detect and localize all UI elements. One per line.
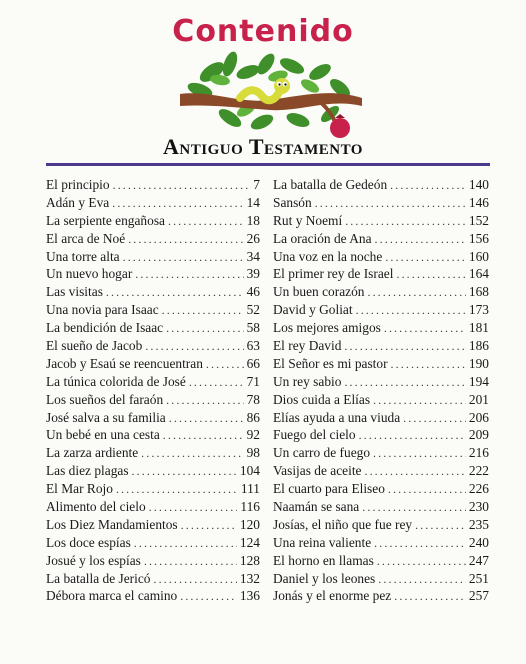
entry-title: Daniel y los leones xyxy=(273,570,376,586)
dot-leader xyxy=(391,356,466,373)
dot-leader xyxy=(373,445,466,462)
entry-title: El primer rey de Israel xyxy=(273,266,394,282)
entry-page: 18 xyxy=(246,212,260,228)
entry-title: Débora marca el camino xyxy=(46,588,178,604)
entry-page: 111 xyxy=(240,481,260,497)
entry-page: 160 xyxy=(468,248,489,264)
dot-leader xyxy=(166,392,243,409)
entry-title: Las diez plagas xyxy=(46,463,129,479)
section-heading: Antiguo Testamento xyxy=(163,134,363,159)
dot-leader xyxy=(162,302,244,319)
toc-entry xyxy=(273,337,489,355)
entry-title: Una novia para Isaac xyxy=(46,302,159,318)
dot-leader xyxy=(390,177,466,194)
toc-entry xyxy=(273,444,489,462)
entry-page: 209 xyxy=(468,427,489,443)
entry-title: Las visitas xyxy=(46,284,103,300)
toc-entry xyxy=(46,587,260,605)
toc-entry xyxy=(46,426,260,444)
entry-page: 216 xyxy=(468,445,489,461)
toc-entry xyxy=(273,391,489,409)
toc-entry xyxy=(46,391,260,409)
entry-page: 26 xyxy=(246,230,260,246)
entry-title: Josué y los espías xyxy=(46,552,141,568)
dot-leader xyxy=(415,517,466,534)
entry-page: 52 xyxy=(246,302,260,318)
dot-leader xyxy=(168,213,244,230)
entry-page: 226 xyxy=(468,481,489,497)
toc-entry xyxy=(273,212,489,230)
entry-page: 156 xyxy=(468,230,489,246)
dot-leader xyxy=(106,284,244,301)
entry-page: 14 xyxy=(246,194,260,210)
dot-leader xyxy=(378,571,466,588)
dot-leader xyxy=(364,463,465,480)
dot-leader xyxy=(375,231,466,248)
toc-entry xyxy=(46,319,260,337)
entry-title: El horno en llamas xyxy=(273,552,374,568)
entry-page: 71 xyxy=(246,373,260,389)
dot-leader xyxy=(373,392,466,409)
entry-page: 63 xyxy=(246,338,260,354)
toc-entry xyxy=(273,301,489,319)
entry-page: 92 xyxy=(246,427,260,443)
toc-entry xyxy=(273,462,489,480)
dot-leader xyxy=(367,284,465,301)
toc-entry xyxy=(273,570,489,588)
toc-entry xyxy=(273,176,489,194)
entry-title: La túnica colorida de José xyxy=(46,373,186,389)
dot-leader xyxy=(315,195,466,212)
entry-page: 240 xyxy=(468,534,489,550)
toc-entry xyxy=(46,373,260,391)
toc-entry xyxy=(46,534,260,552)
dot-leader xyxy=(396,266,465,283)
page-header xyxy=(0,0,526,165)
entry-page: 194 xyxy=(468,373,489,389)
toc-entry xyxy=(46,283,260,301)
dot-leader xyxy=(385,249,466,266)
entry-page: 128 xyxy=(239,552,260,568)
dot-leader xyxy=(169,410,244,427)
dot-leader xyxy=(128,231,243,248)
toc-entry xyxy=(46,301,260,319)
toc-entry xyxy=(46,462,260,480)
entry-title: La batalla de Jericó xyxy=(46,570,151,586)
toc-entry xyxy=(46,230,260,248)
dot-leader xyxy=(149,499,238,516)
toc-entry xyxy=(273,355,489,373)
toc-entry xyxy=(273,534,489,552)
entry-title: Los mejores amigos xyxy=(273,320,381,336)
entry-title: Jacob y Esaú se reencuentran xyxy=(46,355,203,371)
entry-page: 104 xyxy=(239,463,260,479)
dot-leader xyxy=(344,338,465,355)
entry-page: 78 xyxy=(246,391,260,407)
entry-page: 190 xyxy=(468,355,489,371)
dot-leader xyxy=(181,517,237,534)
entry-page: 140 xyxy=(468,177,489,192)
dot-leader xyxy=(394,588,466,605)
toc-entry xyxy=(273,426,489,444)
entry-title: Un buen corazón xyxy=(273,284,365,300)
toc-entry xyxy=(46,570,260,588)
entry-page: 120 xyxy=(239,516,260,532)
dot-leader xyxy=(113,177,251,194)
toc-entry xyxy=(273,516,489,534)
dot-leader xyxy=(180,588,237,605)
toc-entry xyxy=(46,498,260,516)
dot-leader xyxy=(135,266,243,283)
entry-title: Adán y Eva xyxy=(46,194,110,210)
entry-page: 164 xyxy=(468,266,489,282)
entry-title: El rey David xyxy=(273,338,342,354)
toc-entry xyxy=(46,337,260,355)
entry-title: José salva a su familia xyxy=(46,409,166,425)
toc-left-column xyxy=(46,176,260,605)
entry-title: Una reina valiente xyxy=(273,534,372,550)
entry-title: David y Goliat xyxy=(273,302,353,318)
entry-title: El Señor es mi pastor xyxy=(273,355,388,371)
dot-leader xyxy=(359,427,466,444)
dot-leader xyxy=(206,356,244,373)
entry-title: La batalla de Gedeón xyxy=(273,177,388,192)
entry-page: 146 xyxy=(468,194,489,210)
entry-page: 206 xyxy=(468,409,489,425)
entry-title: Un nuevo hogar xyxy=(46,266,133,282)
page-title: Contenido xyxy=(172,14,354,49)
branch-with-worm-and-pomegranate-icon xyxy=(170,50,370,140)
entry-page: 181 xyxy=(468,320,489,336)
dot-leader xyxy=(344,374,465,391)
toc-entry xyxy=(46,212,260,230)
entry-page: 98 xyxy=(246,445,260,461)
toc-entry xyxy=(273,283,489,301)
dot-leader xyxy=(377,553,466,570)
entry-title: La serpiente engañosa xyxy=(46,212,165,228)
toc-entry xyxy=(273,265,489,283)
toc-entry xyxy=(273,480,489,498)
entry-page: 251 xyxy=(468,570,489,586)
entry-title: El arca de Noé xyxy=(46,230,126,246)
entry-title: Alimento del cielo xyxy=(46,499,146,515)
entry-title: Josías, el niño que fue rey xyxy=(273,516,413,532)
dot-leader xyxy=(388,481,466,498)
entry-title: Sansón xyxy=(273,194,312,210)
entry-title: Los doce espías xyxy=(46,534,131,550)
entry-page: 116 xyxy=(240,499,260,515)
entry-page: 186 xyxy=(468,338,489,354)
dot-leader xyxy=(166,320,244,337)
toc-entry xyxy=(273,373,489,391)
dot-leader xyxy=(141,445,243,462)
entry-page: 86 xyxy=(246,409,260,425)
toc-entry xyxy=(273,194,489,212)
entry-page: 46 xyxy=(246,284,260,300)
toc-entry xyxy=(273,248,489,266)
entry-page: 201 xyxy=(468,391,489,407)
entry-page: 168 xyxy=(468,284,489,300)
dot-leader xyxy=(153,571,236,588)
entry-title: Elías ayuda a una viuda xyxy=(273,409,401,425)
entry-title: Los sueños del faraón xyxy=(46,391,164,407)
dot-leader xyxy=(112,195,243,212)
dot-leader xyxy=(134,535,237,552)
entry-title: Fuego del cielo xyxy=(273,427,356,443)
entry-page: 34 xyxy=(246,248,260,264)
entry-title: El Mar Rojo xyxy=(46,481,113,497)
entry-title: Un bebé en una cesta xyxy=(46,427,160,443)
section-divider xyxy=(46,163,490,166)
entry-page: 136 xyxy=(239,588,260,604)
entry-title: Un rey sabio xyxy=(273,373,342,389)
toc-entry xyxy=(273,552,489,570)
dot-leader xyxy=(189,374,244,391)
toc-entry xyxy=(46,409,260,427)
toc-entry xyxy=(273,409,489,427)
toc-entry xyxy=(273,498,489,516)
entry-title: Una torre alta xyxy=(46,248,120,264)
dot-leader xyxy=(384,320,466,337)
entry-page: 39 xyxy=(246,266,260,282)
dot-leader xyxy=(374,535,466,552)
entry-title: Una voz en la noche xyxy=(273,248,383,264)
toc-entry xyxy=(46,444,260,462)
dot-leader xyxy=(145,338,243,355)
toc-entry xyxy=(46,552,260,570)
toc-entry xyxy=(273,319,489,337)
entry-page: 124 xyxy=(239,534,260,550)
dot-leader xyxy=(163,427,244,444)
entry-title: Dios cuida a Elías xyxy=(273,391,371,407)
dot-leader xyxy=(362,499,466,516)
toc-entry xyxy=(273,230,489,248)
entry-title: El principio xyxy=(46,177,110,192)
dot-leader xyxy=(116,481,238,498)
entry-page: 235 xyxy=(468,516,489,532)
entry-title: La zarza ardiente xyxy=(46,445,139,461)
toc-right-column xyxy=(273,176,489,605)
entry-title: Los Diez Mandamientos xyxy=(46,516,178,532)
toc-entry xyxy=(46,516,260,534)
entry-title: La bendición de Isaac xyxy=(46,320,164,336)
entry-title: Naamán se sana xyxy=(273,499,360,515)
entry-page: 66 xyxy=(246,355,260,371)
toc-entry xyxy=(46,265,260,283)
entry-title: El cuarto para Eliseo xyxy=(273,481,385,497)
entry-page: 58 xyxy=(246,320,260,336)
toc-entry xyxy=(46,480,260,498)
entry-title: El sueño de Jacob xyxy=(46,338,143,354)
toc-entry xyxy=(46,248,260,266)
toc-entry xyxy=(273,587,489,605)
entry-page: 173 xyxy=(468,302,489,318)
toc-entry xyxy=(46,194,260,212)
entry-page: 247 xyxy=(468,552,489,568)
toc-entry xyxy=(46,176,260,194)
entry-page: 7 xyxy=(253,177,260,192)
entry-title: Rut y Noemí xyxy=(273,212,343,228)
entry-title: Un carro de fuego xyxy=(273,445,371,461)
entry-title: Jonás y el enorme pez xyxy=(273,588,392,604)
dot-leader xyxy=(123,249,244,266)
entry-page: 257 xyxy=(468,588,489,604)
entry-title: Vasijas de aceite xyxy=(273,463,362,479)
dot-leader xyxy=(403,410,466,427)
dot-leader xyxy=(356,302,466,319)
dot-leader xyxy=(345,213,466,230)
toc-entry xyxy=(46,355,260,373)
dot-leader xyxy=(132,463,237,480)
dot-leader xyxy=(144,553,237,570)
entry-title: La oración de Ana xyxy=(273,230,372,246)
entry-page: 152 xyxy=(468,212,489,228)
entry-page: 132 xyxy=(239,570,260,586)
entry-page: 222 xyxy=(468,463,489,479)
entry-page: 230 xyxy=(468,499,489,515)
